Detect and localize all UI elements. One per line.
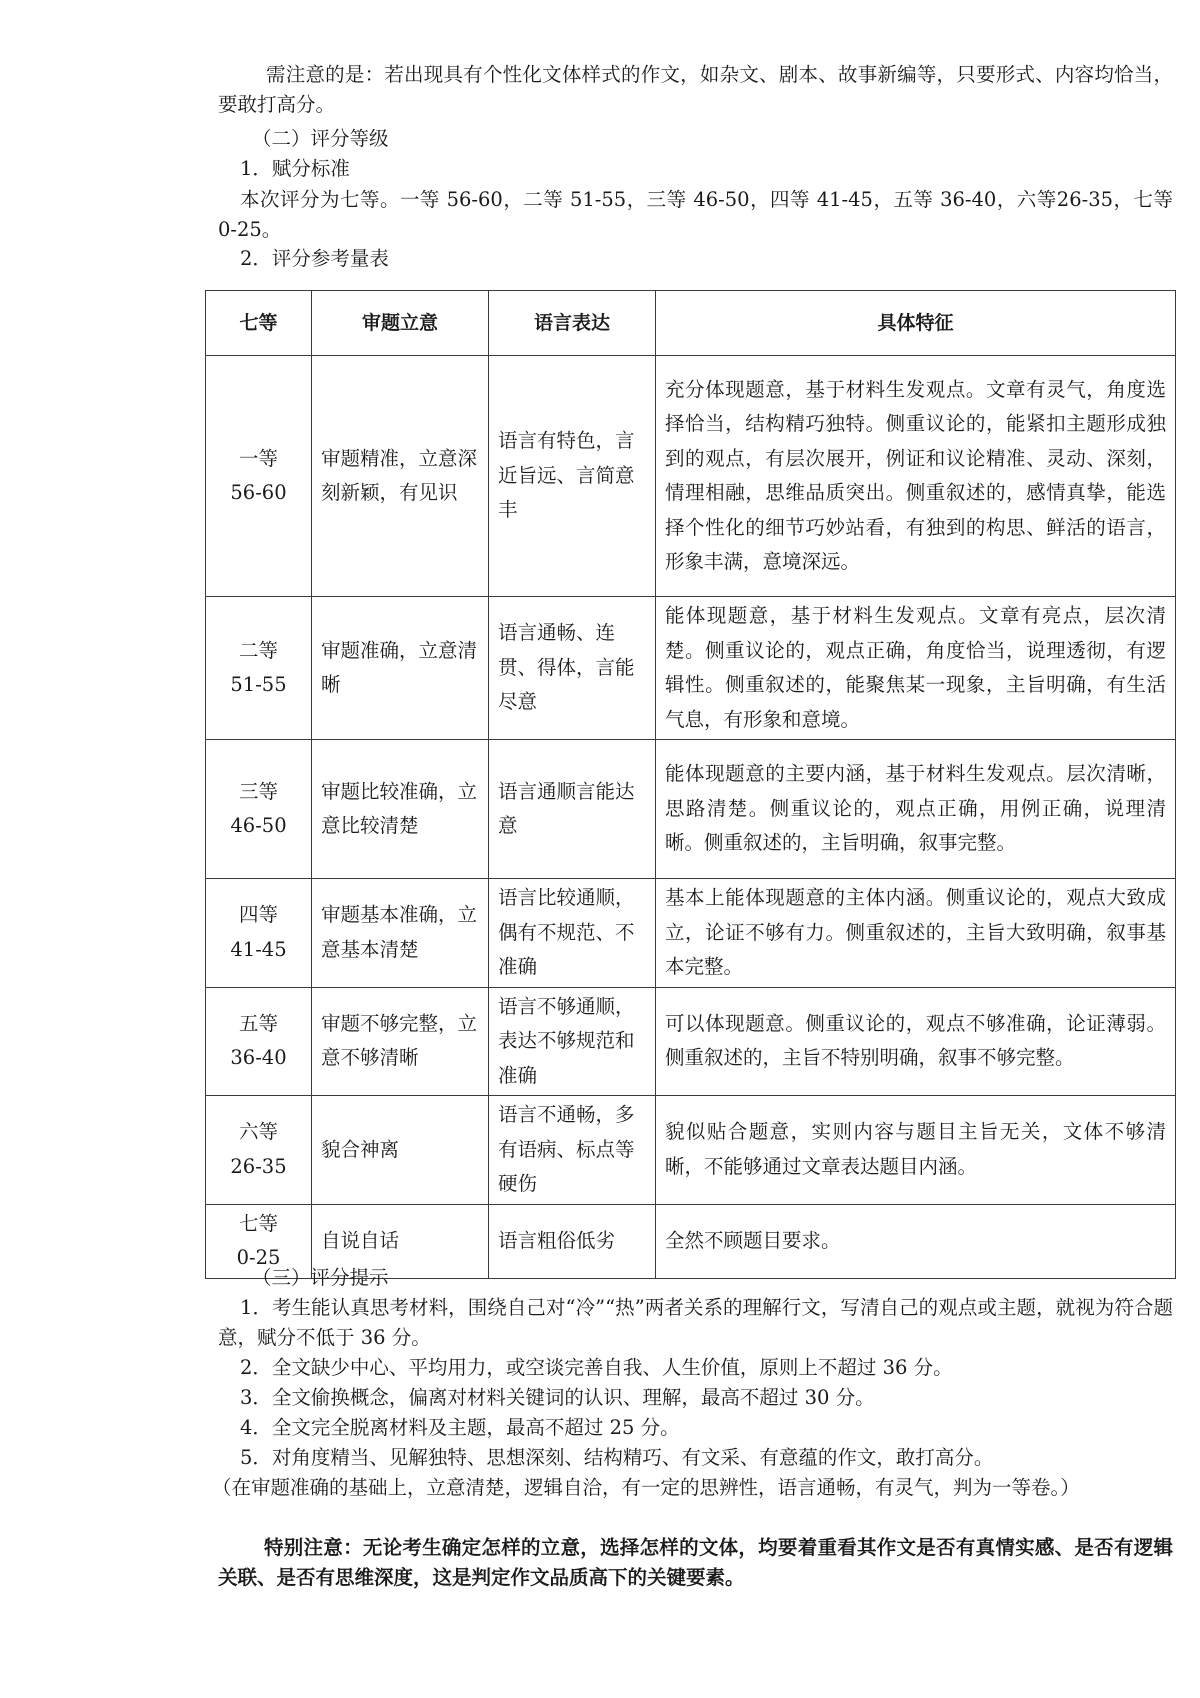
header-level: 七等	[206, 291, 312, 356]
features-cell: 基本上能体现题意的主体内涵。侧重议论的，观点大致成立，论证不够有力。侧重叙述的，主旨大致明确，叙事基本完整。	[656, 879, 1176, 988]
level-range: 56-60	[230, 481, 287, 504]
standard-text: 本次评分为七等。一等 56-60，二等 51-55，三等 46-50，四等 41-45，五等 36-40，六等26-35，七等 0-25。	[218, 188, 1173, 241]
table-row	[206, 987, 1176, 1096]
language-cell: 语言粗俗低劣	[489, 1204, 656, 1278]
features-cell: 能体现题意的主要内涵，基于材料生发观点。层次清晰，思路清楚。侧重议论的，观点正确，用例正确，说理清晰。侧重叙述的，主旨明确，叙事完整。	[656, 740, 1176, 879]
level-cell	[206, 740, 312, 879]
language-cell: 语言不通畅，多有语病、标点等硬伤	[489, 1096, 656, 1205]
language-cell: 语言通顺言能达意	[489, 740, 656, 879]
note-paragraph: 需注意的是：若出现具有个性化文体样式的作文，如杂文、剧本、故事新编等，只要形式、内容均恰当，要敢打高分。	[218, 63, 1173, 116]
level-name: 一等	[238, 446, 278, 470]
level-cell	[206, 879, 312, 988]
language-cell: 语言不够通顺，表达不够规范和准确	[489, 987, 656, 1096]
table-row	[206, 1096, 1176, 1205]
level-range: 41-45	[230, 937, 287, 961]
table-row	[206, 356, 1176, 597]
tips-parenthetical: （在审题准确的基础上，立意清楚，逻辑自洽，有一定的思辨性，语言通畅，有灵气，判为一等卷。）	[212, 1476, 1080, 1499]
level-range: 46-50	[230, 814, 287, 837]
table-row	[206, 597, 1176, 740]
level-cell	[206, 987, 312, 1096]
level-range: 0-25	[236, 1246, 281, 1269]
level-name: 六等	[238, 1120, 278, 1144]
tip-item: 2．全文缺少中心、平均用力，或空谈完善自我、人生价值，原则上不超过 36 分。	[240, 1356, 953, 1379]
theme-cell: 审题基本准确，立意基本清楚	[312, 879, 489, 988]
level-range: 36-40	[230, 1046, 287, 1070]
level-name: 二等	[238, 638, 278, 662]
language-cell: 语言通畅、连贯、得体，言能尽意	[489, 597, 656, 740]
subsection-heading-standard: 1．赋分标准	[240, 157, 350, 180]
subsection-heading-table: 2．评分参考量表	[240, 247, 389, 270]
theme-cell: 审题准确，立意清晰	[312, 597, 489, 740]
theme-cell: 审题精准，立意深刻新颖，有见识	[312, 356, 489, 597]
level-cell	[206, 356, 312, 597]
features-cell: 貌似贴合题意，实则内容与题目主旨无关，文体不够清晰，不能够通过文章表达题目内涵。	[656, 1096, 1176, 1205]
header-features: 具体特征	[656, 291, 1176, 356]
theme-cell: 自说自话	[312, 1204, 489, 1278]
theme-cell: 审题不够完整，立意不够清晰	[312, 987, 489, 1096]
theme-cell: 貌合神离	[312, 1096, 489, 1205]
features-cell: 全然不顾题目要求。	[656, 1204, 1176, 1278]
table-header-row	[206, 291, 1176, 356]
level-cell	[206, 597, 312, 740]
section-heading-tips: （三）评分提示	[252, 1266, 389, 1289]
level-name: 四等	[238, 903, 278, 927]
table-row	[206, 740, 1176, 879]
language-cell: 语言有特色，言近旨远、言简意丰	[489, 356, 656, 597]
section-heading-levels: （二）评分等级	[252, 127, 389, 150]
tip-item: 4．全文完全脱离材料及主题，最高不超过 25 分。	[240, 1416, 680, 1439]
tip-item: 3．全文偷换概念，偏离对材料关键词的认识、理解，最高不超过 30 分。	[240, 1386, 875, 1409]
level-cell	[206, 1096, 312, 1205]
table-row	[206, 879, 1176, 988]
features-cell: 能体现题意，基于材料生发观点。文章有亮点，层次清楚。侧重议论的，观点正确，角度恰当，说理透彻，有逻辑性。侧重叙述的，能聚焦某一现象，主旨明确，有生活气息，有形象和意境。	[656, 597, 1176, 740]
level-name: 五等	[238, 1011, 278, 1035]
theme-cell: 审题比较准确，立意比较清楚	[312, 740, 489, 879]
language-cell: 语言比较通顺，偶有不规范、不准确	[489, 879, 656, 988]
rubric-table	[205, 290, 1176, 1279]
level-name: 七等	[238, 1211, 278, 1235]
special-note: 特别注意：无论考生确定怎样的立意，选择怎样的文体，均要着重看其作文是否有真情实感、是否有逻辑关联、是否有思维深度，这是判定作文品质高下的关键要素。	[218, 1536, 1173, 1589]
tip-item: 5．对角度精当、见解独特、思想深刻、结构精巧、有文采、有意蕴的作文，敢打高分。	[240, 1446, 994, 1469]
features-cell: 可以体现题意。侧重议论的，观点不够准确，论证薄弱。侧重叙述的，主旨不特别明确，叙事不够完整。	[656, 987, 1176, 1096]
header-language: 语言表达	[489, 291, 656, 356]
level-name: 三等	[238, 779, 278, 803]
level-range: 51-55	[230, 673, 287, 696]
tip-item: 1．考生能认真思考材料，围绕自己对“冷”“热”两者关系的理解行文，写清自己的观点或主题，就视为符合题意，赋分不低于 36 分。	[218, 1296, 1173, 1349]
header-theme: 审题立意	[312, 291, 489, 356]
features-cell: 充分体现题意，基于材料生发观点。文章有灵气，角度选择恰当，结构精巧独特。侧重议论的，能紧扣主题形成独到的观点，有层次展开，例证和议论精准、灵动、深刻，情理相融，思维品质突出。侧重叙述的，感情真挚，能选择个性化的细节巧妙站看，有独到的构思、鲜活的语言，形象丰满，意境深远。	[656, 356, 1176, 597]
level-range: 26-35	[230, 1154, 287, 1178]
